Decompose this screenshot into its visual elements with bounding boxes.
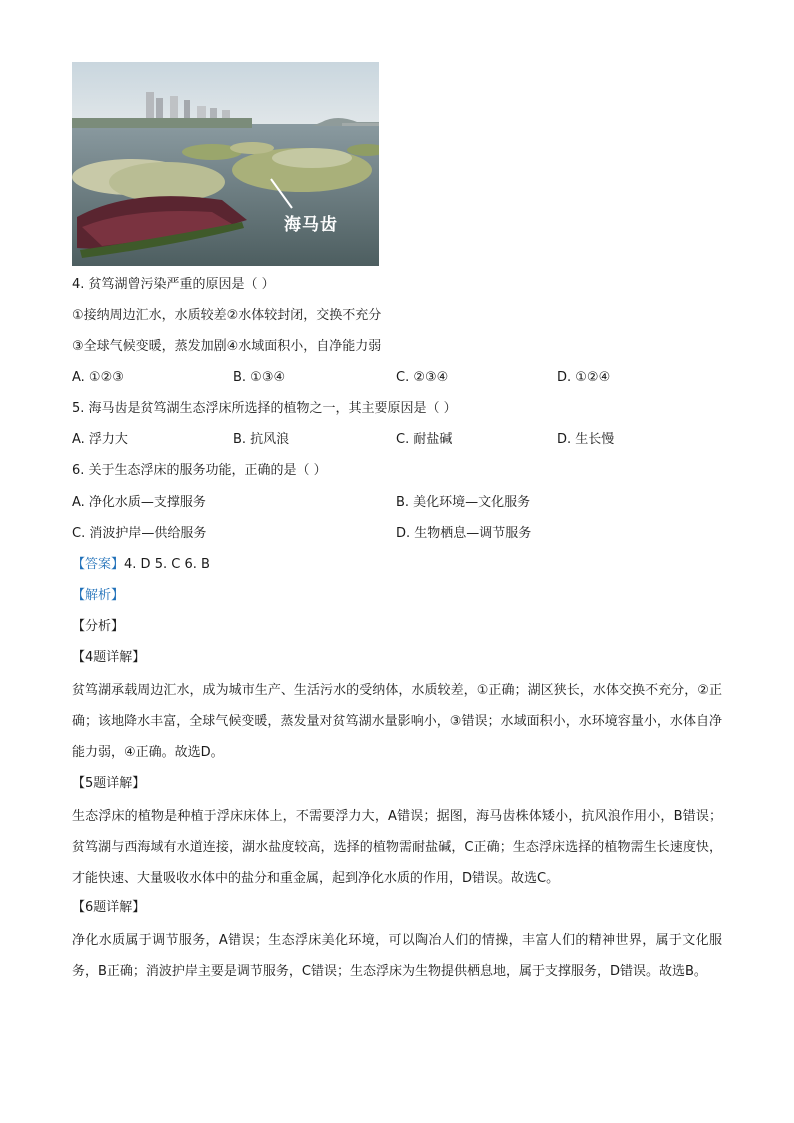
answer-line bbox=[72, 556, 210, 574]
answer-text: 4. D 5. C 6. B bbox=[124, 557, 210, 572]
detail-5-text: 生态浮床的植物是种植于浮床床体上，不需要浮力大，A错误；据图，海马齿株体矮小，抗风浪作用小，B错误；贫笃湖与西海域有水道连接，湖水盐度较高，选择的植物需耐盐碱，C正确；生态浮床选择的植物需生长速度快，才能快速、大量吸收水体中的盐分和重金属，起到净化水质的作用，D错误。故选C。 bbox=[72, 809, 722, 886]
q4-option-a: A. ①②③ bbox=[72, 370, 124, 385]
q5-stem: 5. 海马齿是贫笃湖生态浮床所选择的植物之一，其主要原因是（ ） bbox=[72, 401, 457, 416]
q6-option-b: B. 美化环境—文化服务 bbox=[396, 495, 531, 510]
fenxi-tag: 【分析】 bbox=[72, 619, 125, 634]
detail-6-text: 净化水质属于调节服务，A错误；生态浮床美化环境，可以陶冶人们的情操，丰富人们的精神世界，属于文化服务，B正确；消波护岸主要是调节服务，C错误；生态浮床为生物提供栖息地，属于支撑服务，D错误。故选B。 bbox=[72, 933, 722, 979]
q6-option-d: D. 生物栖息—调节服务 bbox=[396, 526, 532, 541]
q5-option-b: B. 抗风浪 bbox=[233, 432, 290, 447]
q6-option-c: C. 消波护岸—供给服务 bbox=[72, 526, 207, 541]
q4-stem: 4. 贫笃湖曾污染严重的原因是（ ） bbox=[72, 277, 275, 292]
q4-option-b: B. ①③④ bbox=[233, 370, 286, 385]
floating-bed-photo-image bbox=[72, 62, 379, 266]
detail-6-tag: 【6题详解】 bbox=[72, 900, 146, 915]
detail-4-text: 贫笃湖承载周边汇水，成为城市生产、生活污水的受纳体，水质较差，①正确；湖区狭长，水体交换不充分，②正确；该地降水丰富，全球气候变暖，蒸发量对贫笃湖水量影响小，③错误；水域面积小，水环境容量小，水体自净能力弱，④正确。故选D。 bbox=[72, 683, 722, 760]
q4-statements-line2: ③全球气候变暖，蒸发加剧④水域面积小，自净能力弱 bbox=[72, 339, 382, 354]
analysis-tag: 【解析】 bbox=[72, 588, 125, 603]
detail-4-tag: 【4题详解】 bbox=[72, 650, 146, 665]
q4-option-d: D. ①②④ bbox=[557, 370, 611, 385]
q4-statements-line1: ①接纳周边汇水，水质较差②水体较封闭，交换不充分 bbox=[72, 308, 382, 323]
q6-stem: 6. 关于生态浮床的服务功能，正确的是（ ） bbox=[72, 463, 327, 478]
lake-photo bbox=[72, 62, 379, 266]
q5-option-d: D. 生长慢 bbox=[557, 432, 615, 447]
q5-option-a: A. 浮力大 bbox=[72, 432, 128, 447]
figure-label: 海马齿 bbox=[284, 215, 338, 235]
q6-option-a: A. 净化水质—支撑服务 bbox=[72, 495, 206, 510]
answer-tag: 【答案】 bbox=[72, 557, 125, 572]
q4-option-c: C. ②③④ bbox=[396, 370, 449, 385]
detail-5-tag: 【5题详解】 bbox=[72, 776, 146, 791]
q5-option-c: C. 耐盐碱 bbox=[396, 432, 453, 447]
